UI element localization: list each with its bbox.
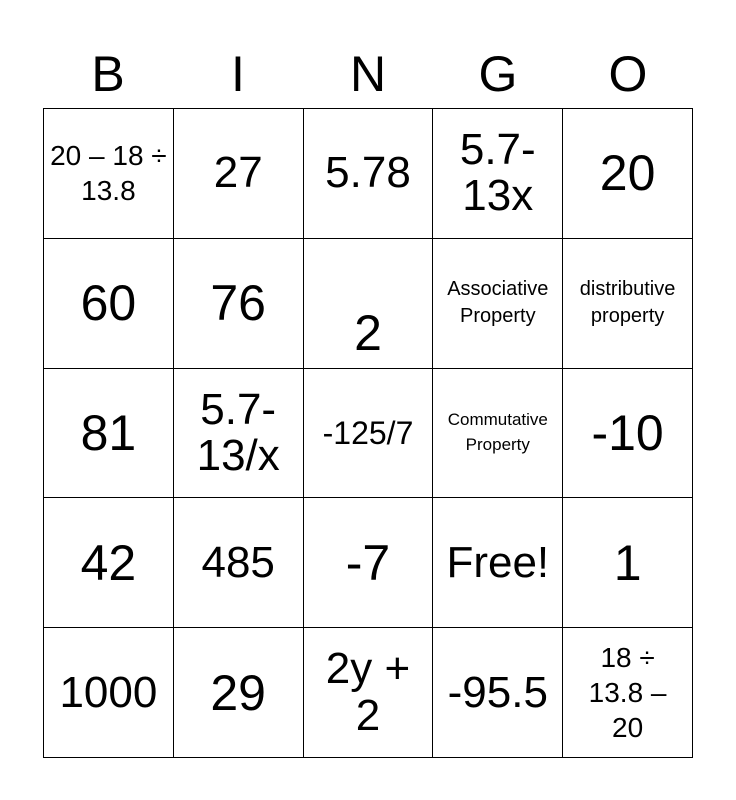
cell-text: 81 bbox=[80, 404, 137, 461]
cell-text: 1000 bbox=[59, 667, 158, 717]
bingo-cell[interactable] bbox=[304, 628, 434, 758]
bingo-cell[interactable] bbox=[44, 109, 174, 239]
bingo-cell[interactable] bbox=[563, 628, 693, 758]
bingo-cell[interactable] bbox=[304, 369, 434, 499]
bingo-cell[interactable] bbox=[174, 369, 304, 499]
cell-text: 29 bbox=[210, 664, 266, 721]
bingo-cell[interactable] bbox=[563, 498, 693, 628]
cell-text: 76 bbox=[210, 275, 266, 332]
cell-text: 20 – 18 ÷ 13.8 bbox=[50, 140, 167, 207]
cell-text: -7 bbox=[345, 534, 391, 591]
cell-text: 485 bbox=[201, 537, 275, 587]
bingo-cell[interactable] bbox=[433, 628, 563, 758]
header-letter-b: B bbox=[91, 46, 125, 102]
free-space-text: Free! bbox=[446, 537, 550, 587]
cell-text: 1 bbox=[613, 534, 642, 591]
cell-text: -10 bbox=[591, 404, 664, 461]
header-letter-o: O bbox=[608, 46, 648, 102]
bingo-cell[interactable] bbox=[44, 369, 174, 499]
cell-text: 18 ÷ 13.8 – 20 bbox=[588, 642, 667, 744]
free-space-cell[interactable] bbox=[433, 498, 563, 628]
bingo-cell[interactable] bbox=[304, 109, 434, 239]
cell-text: 60 bbox=[80, 275, 137, 332]
header-letter-n: N bbox=[349, 46, 387, 102]
bingo-cell[interactable] bbox=[174, 498, 304, 628]
bingo-header bbox=[43, 40, 693, 108]
bingo-cell[interactable] bbox=[433, 239, 563, 369]
header-letter-i: I bbox=[231, 46, 245, 102]
cell-text: -125/7 bbox=[322, 414, 414, 451]
header-letter-g: G bbox=[478, 46, 518, 102]
bingo-cell[interactable] bbox=[174, 628, 304, 758]
bingo-cell[interactable] bbox=[44, 498, 174, 628]
bingo-cell[interactable] bbox=[304, 498, 434, 628]
cell-text: 5.7-13/x bbox=[196, 384, 280, 480]
cell-text: -95.5 bbox=[447, 667, 548, 717]
cell-text: 5.7-13x bbox=[459, 125, 536, 221]
cell-text: 2y + 2 bbox=[325, 644, 411, 740]
bingo-cell[interactable] bbox=[304, 239, 434, 369]
bingo-cell[interactable] bbox=[563, 369, 693, 499]
cell-text: 20 bbox=[599, 145, 656, 202]
bingo-cell[interactable] bbox=[563, 239, 693, 369]
cell-text: 2 bbox=[354, 304, 382, 361]
cell-text: Associative Property bbox=[447, 278, 549, 328]
cell-text: 5.78 bbox=[325, 148, 411, 198]
bingo-cell[interactable] bbox=[563, 109, 693, 239]
cell-text: 27 bbox=[213, 148, 263, 198]
bingo-cell[interactable] bbox=[433, 109, 563, 239]
bingo-cell[interactable] bbox=[44, 628, 174, 758]
cell-text: distributive property bbox=[579, 278, 676, 328]
bingo-cell[interactable] bbox=[174, 109, 304, 239]
bingo-card-grid bbox=[43, 108, 693, 758]
bingo-cell[interactable] bbox=[174, 239, 304, 369]
cell-text: 42 bbox=[80, 534, 137, 591]
bingo-cell[interactable] bbox=[433, 369, 563, 499]
bingo-cell[interactable] bbox=[44, 239, 174, 369]
cell-text: Commutative Property bbox=[447, 410, 548, 454]
